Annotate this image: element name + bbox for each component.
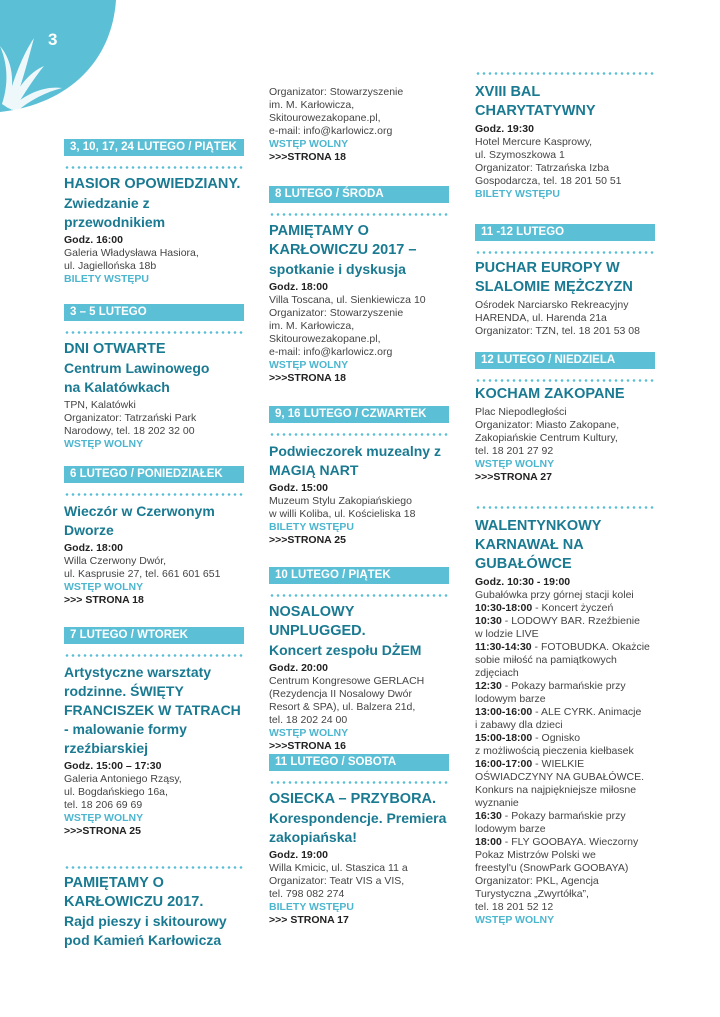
- event-title: PAMIĘTAMY O KARŁOWICZU 2017 –: [269, 223, 417, 258]
- program-line: tel. 18 201 52 12: [475, 901, 554, 913]
- dotted-divider: [475, 72, 655, 75]
- tickets-label: WSTĘP WOLNY: [475, 914, 555, 926]
- event-organizer: Organizator: TZN, tel. 18 201 53 08: [475, 325, 640, 337]
- program-line: 13:00-16:00 - ALE CYRK. Animacje: [475, 706, 642, 718]
- date-bar: 9, 16 LUTEGO / CZWARTEK: [269, 406, 449, 423]
- program-line: zdjęciach: [475, 667, 519, 679]
- event-venue: ul. Bogdańskiego 16a,: [64, 786, 168, 798]
- program-time: 10:30-18:00: [475, 602, 533, 614]
- date-bar: 8 LUTEGO / ŚRODA: [269, 186, 449, 203]
- event-email: e-mail: info@karlowicz.org: [269, 346, 393, 358]
- program-time: 18:00: [475, 836, 502, 848]
- event-venue: Galeria Antoniego Rząsy,: [64, 773, 182, 785]
- event-subtitle: Rajd pieszy i skitourowy pod Kamień Karłowicza: [64, 913, 227, 948]
- program-line: 10:30 - LODOWY BAR. Rzeźbienie: [475, 615, 640, 627]
- page-reference: >>>STRONA 25: [269, 534, 346, 546]
- program-line: w lodzie LIVE: [475, 628, 539, 640]
- dotted-divider: [475, 251, 655, 254]
- event-time: Godz. 19:00: [269, 849, 328, 861]
- page-reference: >>>STRONA 16: [269, 740, 346, 752]
- program-line: wyznanie: [475, 797, 519, 809]
- event-phone: tel. 18 202 24 00: [269, 714, 348, 726]
- event-podwieczorek: [269, 406, 449, 547]
- program-time: 16:30: [475, 810, 502, 822]
- event-program: [475, 589, 655, 914]
- date-bar: 11 LUTEGO / SOBOTA: [269, 754, 449, 771]
- event-time: Godz. 15:00 – 17:30: [64, 760, 162, 772]
- program-line: Organizator: PKL, Agencja: [475, 875, 599, 887]
- event-venue: Centrum Kongresowe GERLACH: [269, 675, 425, 687]
- program-time: 10:30: [475, 615, 502, 627]
- program-time: 13:00-16:00: [475, 706, 533, 718]
- event-organizer: im. M. Karłowicza,: [269, 99, 355, 111]
- event-email: e-mail: info@karlowicz.org: [269, 125, 393, 137]
- event-title: WALENTYNKOWY KARNAWAŁ NA GUBAŁÓWCE: [475, 518, 602, 572]
- program-line: 16:30 - Pokazy barmańskie przy: [475, 810, 626, 822]
- event-organizer: Organizator: Tatrzańska Izba: [475, 162, 610, 174]
- program-line: 10:30-18:00 - Koncert życzeń: [475, 602, 614, 614]
- event-title: HASIOR OPOWIEDZIANY.: [64, 176, 241, 192]
- event-venue: ul. Kasprusie 27, tel. 661 601 651: [64, 568, 221, 580]
- tickets-label: WSTĘP WOLNY: [475, 458, 555, 470]
- event-organizer: Gospodarcza, tel. 18 201 50 51: [475, 175, 622, 187]
- program-line: lodowym barze: [475, 693, 546, 705]
- event-time: Godz. 16:00: [64, 234, 123, 246]
- event-dni-otwarte: [64, 304, 244, 451]
- event-title: NOSALOWY UNPLUGGED.: [269, 604, 366, 639]
- event-organizer: Narodowy, tel. 18 202 32 00: [64, 425, 195, 437]
- event-organizer: im. M. Karłowicza,: [269, 320, 355, 332]
- event-subtitle: spotkanie i dyskusja: [269, 261, 406, 277]
- event-time: Godz. 20:00: [269, 662, 328, 674]
- event-organizer: Organizator: Stowarzyszenie: [269, 86, 404, 98]
- tickets-label: WSTĘP WOLNY: [269, 359, 349, 371]
- program-line: sobie miłość na pamiątkowych: [475, 654, 617, 666]
- event-osiecka: [269, 754, 449, 927]
- event-venue: ul. Jagiellońska 18b: [64, 260, 157, 272]
- dotted-divider: [269, 781, 449, 784]
- program-line: Pokaz Mistrzów Polski we: [475, 849, 596, 861]
- program-time: 15:00-18:00: [475, 732, 533, 744]
- event-organizer: Zakopiańskie Centrum Kultury,: [475, 432, 618, 444]
- event-phone: tel. 18 206 69 69: [64, 799, 143, 811]
- program-line: 15:00-18:00 - Ognisko: [475, 732, 581, 744]
- date-bar: 3, 10, 17, 24 LUTEGO / PIĄTEK: [64, 139, 244, 156]
- program-time: 11:30-14:30: [475, 641, 532, 653]
- program-line: lodowym barze: [475, 823, 546, 835]
- date-bar: 10 LUTEGO / PIĄTEK: [269, 567, 449, 584]
- dotted-divider: [269, 594, 449, 597]
- page-reference: >>> STRONA 18: [64, 594, 144, 606]
- event-subtitle: Korespondencje. Premiera zakopiańska!: [269, 810, 447, 845]
- event-venue: w willi Koliba, ul. Kościeliska 18: [269, 508, 416, 520]
- event-venue: Muzeum Stylu Zakopiańskiego: [269, 495, 412, 507]
- tickets-label: WSTĘP WOLNY: [64, 581, 144, 593]
- event-venue: (Rezydencja II Nosalowy Dwór: [269, 688, 412, 700]
- dotted-divider: [64, 166, 244, 169]
- event-venue: Hotel Mercure Kasprowy,: [475, 136, 593, 148]
- corner-leaf-decoration: [0, 0, 120, 112]
- date-bar: 3 – 5 LUTEGO: [64, 304, 244, 321]
- dotted-divider: [64, 331, 244, 334]
- tickets-label: BILETY WSTĘPU: [269, 901, 354, 913]
- program-line: 18:00 - FLY GOOBAYA. Wieczorny: [475, 836, 639, 848]
- program-line: 12:30 - Pokazy barmańskie przy: [475, 680, 626, 692]
- event-organizer: Organizator: Miasto Zakopane,: [475, 419, 620, 431]
- event-rajd: [64, 866, 244, 950]
- event-organizer: Organizator: Stowarzyszenie: [269, 307, 404, 319]
- event-website: Skitourowezakopane.pl,: [269, 333, 381, 345]
- program-time: 12:30: [475, 680, 502, 692]
- event-bal: [475, 72, 655, 201]
- event-kocham-zakopane: [475, 352, 655, 484]
- event-subtitle: Koncert zespołu DŻEM: [269, 642, 422, 658]
- dotted-divider: [475, 506, 655, 509]
- date-bar: 11 -12 LUTEGO: [475, 224, 655, 241]
- event-subtitle: Centrum Lawinowego na Kalatówkach: [64, 360, 210, 395]
- dotted-divider: [64, 493, 244, 496]
- event-walentynkowy: [475, 506, 655, 927]
- program-line: Turystyczna „Zwyrtółka”,: [475, 888, 589, 900]
- program-time: 16:00-17:00: [475, 758, 533, 770]
- page-reference: >>>STRONA 27: [475, 471, 552, 483]
- event-czerwony-dwor: [64, 466, 244, 607]
- event-karlowicz-cont: [269, 86, 449, 164]
- dotted-divider: [475, 379, 655, 382]
- event-subtitle: Zwiedzanie z przewodnikiem: [64, 195, 166, 230]
- dotted-divider: [64, 654, 244, 657]
- page-reference: >>> STRONA 17: [269, 914, 349, 926]
- event-time: Godz. 19:30: [475, 123, 534, 135]
- event-time: Godz. 10:30 - 19:00: [475, 576, 571, 588]
- tickets-label: WSTĘP WOLNY: [269, 727, 349, 739]
- event-time: Godz. 15:00: [269, 482, 328, 494]
- event-venue: TPN, Kalatówki: [64, 399, 136, 411]
- tickets-label: BILETY WSTĘPU: [269, 521, 354, 533]
- event-venue: Ośrodek Narciarsko Rekreacyjny: [475, 299, 629, 311]
- event-subtitle: Wieczór w Czerwonym Dworze: [64, 503, 215, 538]
- dotted-divider: [269, 433, 449, 436]
- event-organizer: Organizator: Tatrzański Park: [64, 412, 197, 424]
- program-line: Gubałówka przy górnej stacji kolei: [475, 589, 634, 601]
- event-phone: tel. 798 082 274: [269, 888, 345, 900]
- event-venue: Willa Czerwony Dwór,: [64, 555, 167, 567]
- event-venue: Willa Kmicic, ul. Staszica 11 a: [269, 862, 408, 874]
- page-reference: >>>STRONA 18: [269, 372, 346, 384]
- event-venue: Villa Toscana, ul. Sienkiewicza 10: [269, 294, 426, 306]
- tickets-label: WSTĘP WOLNY: [269, 138, 349, 150]
- dotted-divider: [269, 213, 449, 216]
- event-subtitle: Podwieczorek muzealny z MAGIĄ NART: [269, 443, 441, 478]
- event-phone: tel. 18 201 27 92: [475, 445, 554, 457]
- event-hasior: [64, 139, 244, 286]
- event-time: Godz. 18:00: [64, 542, 123, 554]
- event-karlowicz-dyskusja: [269, 186, 449, 385]
- event-title: KOCHAM ZAKOPANE: [475, 386, 625, 402]
- event-title: PUCHAR EUROPY W SLALOMIE MĘŻCZYZN: [475, 260, 633, 295]
- event-venue: HARENDA, ul. Harenda 21a: [475, 312, 607, 324]
- date-bar: 6 LUTEGO / PONIEDZIAŁEK: [64, 466, 244, 483]
- event-puchar: [475, 224, 655, 338]
- program-line: 16:00-17:00 - WIELKIE: [475, 758, 585, 770]
- tickets-label: WSTĘP WOLNY: [64, 812, 144, 824]
- program-line: freestyl'u (SnowPark GOOBAYA): [475, 862, 629, 874]
- event-warsztaty: [64, 627, 244, 838]
- tickets-label: BILETY WSTĘPU: [475, 188, 560, 200]
- event-venue: ul. Szymoszkowa 1: [475, 149, 565, 161]
- event-organizer: Organizator: Teatr VIS a VIS,: [269, 875, 405, 887]
- event-title: DNI OTWARTE: [64, 341, 166, 357]
- page-reference: >>>STRONA 18: [269, 151, 346, 163]
- date-bar: 12 LUTEGO / NIEDZIELA: [475, 352, 655, 369]
- event-venue: Resort & SPA), ul. Balzera 21d,: [269, 701, 416, 713]
- event-website: Skitourowezakopane.pl,: [269, 112, 381, 124]
- page-number: 3: [48, 30, 58, 49]
- page-reference: >>>STRONA 25: [64, 825, 141, 837]
- event-title: XVIII BAL CHARYTATYWNY: [475, 84, 596, 119]
- program-line: 11:30-14:30 - FOTOBUDKA. Okażcie: [475, 641, 650, 653]
- program-line: OŚWIADCZYNY NA GUBAŁÓWCE.: [475, 771, 644, 783]
- event-subtitle: Artystyczne warsztaty rodzinne. ŚWIĘTY FRANCISZEK W TATRACH - malowanie formy rzeźbiarskiej: [64, 664, 241, 756]
- event-venue: Galeria Władysława Hasiora,: [64, 247, 199, 259]
- program-line: i zabawy dla dzieci: [475, 719, 563, 731]
- event-venue: Plac Niepodległości: [475, 406, 567, 418]
- dotted-divider: [64, 866, 244, 869]
- program-line: z możliwością pieczenia kiełbasek: [475, 745, 634, 757]
- event-title: OSIECKA – PRZYBORA.: [269, 791, 437, 807]
- tickets-label: BILETY WSTĘPU: [64, 273, 149, 285]
- tickets-label: WSTĘP WOLNY: [64, 438, 144, 450]
- event-time: Godz. 18:00: [269, 281, 328, 293]
- event-nosalowy: [269, 567, 449, 753]
- date-bar: 7 LUTEGO / WTOREK: [64, 627, 244, 644]
- program-line: Konkurs na najpiękniejsze miłosne: [475, 784, 637, 796]
- event-title: PAMIĘTAMY O KARŁOWICZU 2017.: [64, 875, 204, 910]
